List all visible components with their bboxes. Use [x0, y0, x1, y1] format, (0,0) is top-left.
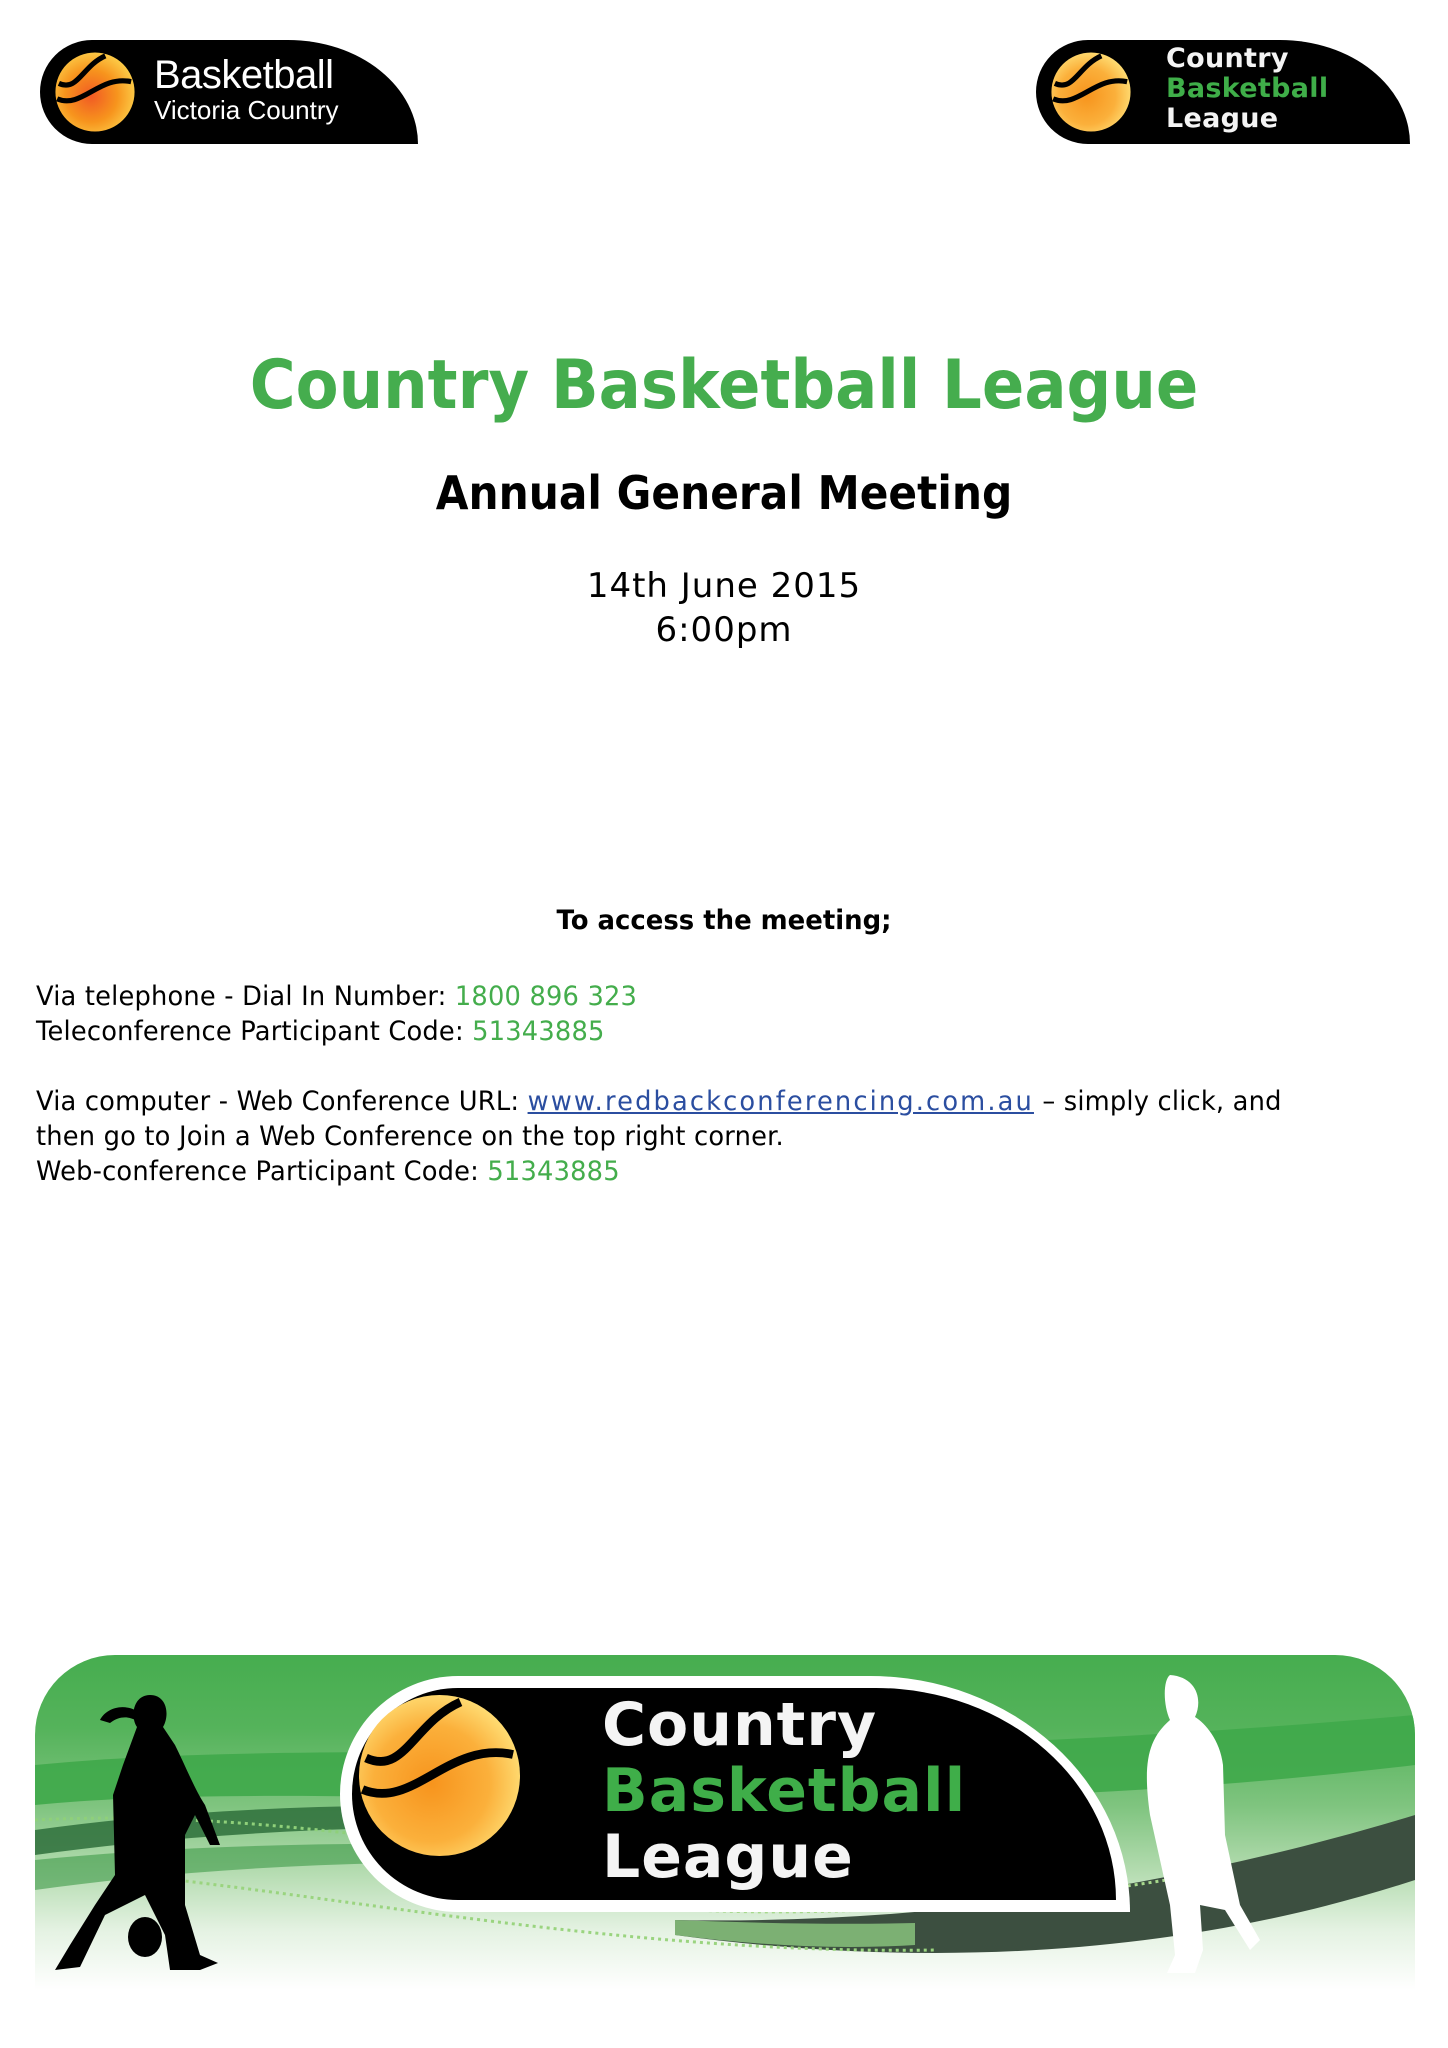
logo-text-basketball: Basketball	[154, 53, 334, 97]
web-conference-code-label: Web-conference Participant Code:	[36, 1156, 488, 1187]
dial-in-label: Via telephone - Dial In Number:	[36, 981, 455, 1012]
logo-text-league: League	[1166, 103, 1279, 134]
web-conference-url-label: Via computer - Web Conference URL:	[36, 1086, 528, 1117]
banner-logo-text	[602, 1692, 966, 1890]
dial-in-number: 1800 896 323	[454, 981, 638, 1012]
document-title: Country Basketball League	[249, 346, 1199, 425]
web-conference-link[interactable]: www.redbackconferencing.com.au	[527, 1086, 1034, 1117]
basketball-victoria-country-logo	[40, 40, 418, 144]
cbl-banner	[35, 1655, 1415, 1990]
web-conference-line	[36, 1084, 1375, 1119]
banner-text-country: Country	[602, 1690, 878, 1760]
basketball-icon	[52, 49, 138, 135]
teleconference-code: 51343885	[472, 1016, 605, 1047]
meeting-time: 6:00pm	[655, 610, 793, 650]
country-basketball-league-logo	[1036, 40, 1410, 144]
web-conference-code: 51343885	[487, 1156, 620, 1187]
logo-text-stack	[1166, 44, 1328, 134]
teleconference-code-label: Teleconference Participant Code:	[36, 1016, 473, 1047]
teleconference-code-line	[36, 1014, 1375, 1049]
telephone-line	[36, 979, 1375, 1014]
basketball-icon	[352, 1688, 527, 1863]
web-conference-code-line	[36, 1154, 1375, 1189]
banner-text-basketball: Basketball	[602, 1756, 967, 1826]
logo-text-country: Country	[1166, 43, 1289, 74]
meeting-date: 14th June 2015	[586, 566, 862, 606]
logo-text-victoria-country: Victoria Country	[154, 95, 339, 125]
web-conference-url-suffix: – simply click, and	[1033, 1086, 1282, 1117]
document-subtitle: Annual General Meeting	[435, 466, 1013, 520]
access-heading: To access the meeting;	[556, 905, 892, 936]
access-details	[36, 979, 1375, 1189]
basketball-icon	[1048, 49, 1134, 135]
logo-text-basketball: Basketball	[1166, 73, 1329, 104]
banner-text-league: League	[602, 1822, 854, 1892]
web-conference-instruction: then go to Join a Web Conference on the top right corner.	[36, 1121, 784, 1152]
